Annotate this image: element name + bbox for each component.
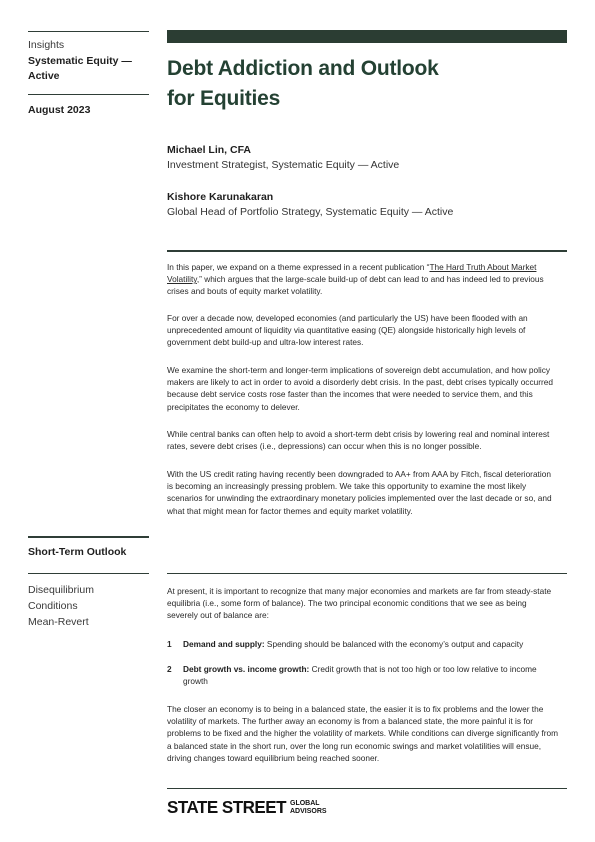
list-text: Credit growth that is not too high or too low relative to income growth	[183, 664, 537, 687]
section-rule	[28, 536, 149, 538]
list-body	[183, 638, 523, 650]
logo-wordmark: STATE STREET	[167, 797, 286, 818]
intro-text: ,” which argues that the large-scale build-up of debt can lead to and has indeed led to previous crises and bouts of equity market volatility.	[167, 274, 544, 297]
intro-paragraph: While central banks can often help to avoid a short-term debt crisis by lowering real and nominal interest rates, severe debt crises (i.e., depressions) can occur when this is no longer possible.	[167, 429, 550, 452]
intro-paragraph: For over a decade now, developed economies (and particularly the US) have been flooded with an unprecedented amount of liquidity via quantitative easing (QE) alongside historically high levels of government debt build-up and ultra-low interest rates.	[167, 313, 528, 348]
section-paragraph: At present, it is important to recognize that many major economies and markets are far from steady-state equilibria (i.e., some form of balance). The two principal economic conditions that we see as being severely out of balance are:	[167, 586, 552, 621]
list-text: Spending should be balanced with the economy’s output and capacity	[264, 639, 524, 649]
intro-paragraph: We examine the short-term and longer-term implications of sovereign debt accumulation, and how policy makers are likely to act in order to avoid a disorderly debt crisis. In the past, debt crises typically occurred because debt service costs rose faster than the incomes that were needed to service them, and this precipitates the economy to delever.	[167, 365, 553, 412]
company-logo	[167, 798, 327, 818]
list-number: 1	[167, 639, 172, 649]
publication-date: August 2023	[28, 104, 91, 116]
intro-rule	[167, 250, 567, 252]
side-note: Conditions	[28, 600, 78, 612]
author-name: Michael Lin, CFA	[167, 144, 252, 156]
logo-sub-line: GLOBAL	[290, 800, 320, 807]
page-title-line2: for Equities	[167, 87, 281, 110]
list-number: 2	[167, 664, 172, 674]
sidebar-category: Insights	[28, 39, 65, 51]
list-item	[167, 638, 559, 650]
side-note: Disequilibrium	[28, 584, 94, 596]
intro-paragraph: With the US credit rating having recently been downgraded to AA+ from AAA by Fitch, fiscal deterioration is becoming an increasingly pressing problem. We take this opportunity to examine the most likely scenarios for unwinding the extraordinary monetary policies implemented over the last decade or so, and what that might mean for factor themes and equity market volatility.	[167, 469, 552, 516]
author-name: Kishore Karunakaran	[167, 191, 274, 203]
sidebar-team: Systematic Equity —	[28, 55, 132, 67]
section-side-rule	[28, 573, 149, 574]
sidebar-top-rule	[28, 31, 149, 32]
logo-subtitle	[290, 800, 327, 816]
sidebar-team-line2: Active	[28, 70, 60, 82]
intro-paragraph	[167, 261, 559, 298]
publication-link[interactable]: The Hard Truth About Market Volatility	[167, 262, 537, 285]
author-role: Global Head of Portfolio Strategy, Systematic Equity — Active	[167, 206, 454, 218]
intro-text: In this paper, we expand on a theme expressed in a recent publication “	[167, 262, 430, 272]
section-paragraph: The closer an economy is to being in a balanced state, the easier it is to fix problems and the lower the volatility of markets. The further away an economy is from a balanced state, the more painful it is for problems to be fixed and the higher the volatility of markets. While conditions can diverge significantly from a balanced state in the short run, over the long run economic swings and market volatilities will ensue, driving changes toward equilibrium being reached sooner.	[167, 704, 559, 763]
list-term: Demand and supply:	[183, 639, 265, 649]
section-main-rule	[167, 573, 567, 574]
page-title: Debt Addiction and Outlook	[167, 57, 439, 80]
footer-rule	[167, 788, 567, 789]
side-note: Mean-Revert	[28, 616, 89, 628]
author-role: Investment Strategist, Systematic Equity — Active	[167, 159, 400, 171]
section-heading: Short-Term Outlook	[28, 546, 127, 558]
header-band	[167, 30, 567, 43]
list-item	[167, 663, 559, 687]
list-body	[183, 663, 559, 687]
logo-sub-line: ADVISORS	[290, 808, 327, 815]
list-term: Debt growth vs. income growth:	[183, 664, 310, 674]
sidebar-mid-rule	[28, 94, 149, 95]
